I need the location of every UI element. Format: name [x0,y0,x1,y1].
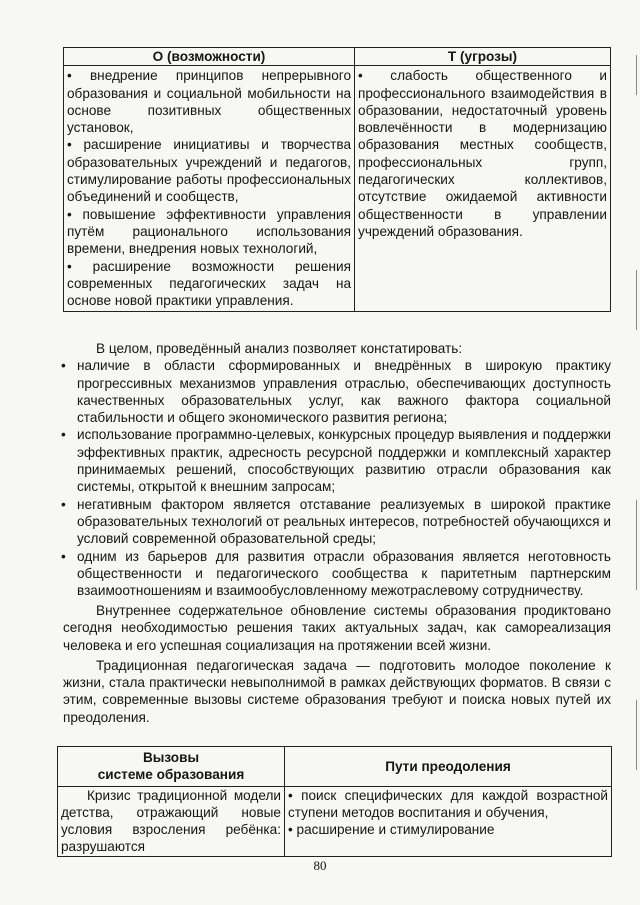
scan-edge-mark [636,700,637,770]
page-number: 80 [313,858,327,873]
challenge-text: Кризис традиционной модели детства, отражающий новые условия взросления ребёнка: разрушаются [61,787,281,855]
challenge-cell [58,786,285,856]
scan-edge-mark [636,55,637,95]
header-ways: Пути преодоления [285,747,612,787]
scan-edge-mark [636,270,637,330]
analysis-list [63,357,611,599]
challenges-table [57,746,612,857]
scan-edge-mark [636,500,637,590]
body-paragraphs [63,602,611,726]
way-item: • расширение и стимулирование [288,822,495,838]
threat-item: • слабость общественного и профессионального взаимодействия в образовании, недостаточный уровень вовлечённости в модернизацию образования местных сообществ, профессиональных групп, педагогических коллективов, отсутствие ожидаемой активности общественности в управлении учреждений образования. [358,68,607,239]
analysis-list-item: • одним из барьеров для развития отрасли образования является неготовность общественности и педагогического сообщества к паритетным партнерским взаимоотношениям и взаимообусловленному межотраслевому сотрудничеству. [63,548,611,600]
analysis-list-item: • негативным фактором является отставание реализуемых в широкой практике образовательных технологий от реальных интересов, потребностей обучающихся и условий современной образовательной среды; [63,496,611,548]
opportunity-item: • расширение возможности решения современных педагогических задач на основе новой практики управления. [67,258,352,309]
header-threats: Т (угрозы) [355,48,611,66]
swot-table-opportunities-threats [63,47,611,312]
paragraph: Традиционная педагогическая задача — подготовить молодое поколение к жизни, стала практически невыполнимой в рамках действующих форматов. В связи с этим, современные вызовы системе образования требуют и поиска новых путей их преодоления. [63,657,611,725]
header-challenges [58,747,285,787]
threats-cell [355,66,611,312]
opportunity-item: • повышение эффективности управления путём рационального использования времени, внедрения новых технологий, [67,206,352,257]
header-opportunities: О (возможности) [64,48,355,66]
header-challenges-line1: Вызовы [142,750,200,765]
opportunities-cell [64,66,355,312]
opportunity-item: • внедрение принципов непрерывного образования и социальной мобильности на основе позитивных общественных установок, [67,68,352,136]
analysis-lead: В целом, проведённый анализ позволяет констатировать: [96,341,463,356]
analysis-list-item: • наличие в области сформированных и внедрённых в широкую практику прогрессивных механизмов управления отраслью, обеспечивающих доступность качественных образовательных услуг, как важного фактора социальной стабильности и общего экономического развития региона; [63,357,611,426]
paragraph: Внутреннее содержательное обновление системы образования продиктовано сегодня необходимостью решения таких актуальных задач, как самореализация человека и его успешная социализация на протяжении всей жизни. [63,603,611,653]
analysis-list-item: • использование программно-целевых, конкурсных процедур выявления и поддержки эффективных практик, адресность ресурсной поддержки и комплексный характер принимаемых решений, способствующих развитию отрасли образования как системы, открытой к внешним запросам; [63,426,611,495]
analysis-section [63,340,611,599]
way-item: • поиск специфических для каждой возрастной ступени методов воспитания и обучения, [288,787,608,820]
ways-cell [285,786,612,856]
header-challenges-line2: системе образования [97,767,245,783]
opportunity-item: • расширение инициативы и творчества образовательных учреждений и педагогов, стимулирование работы профессиональных объединений и сообществ, [67,137,352,205]
